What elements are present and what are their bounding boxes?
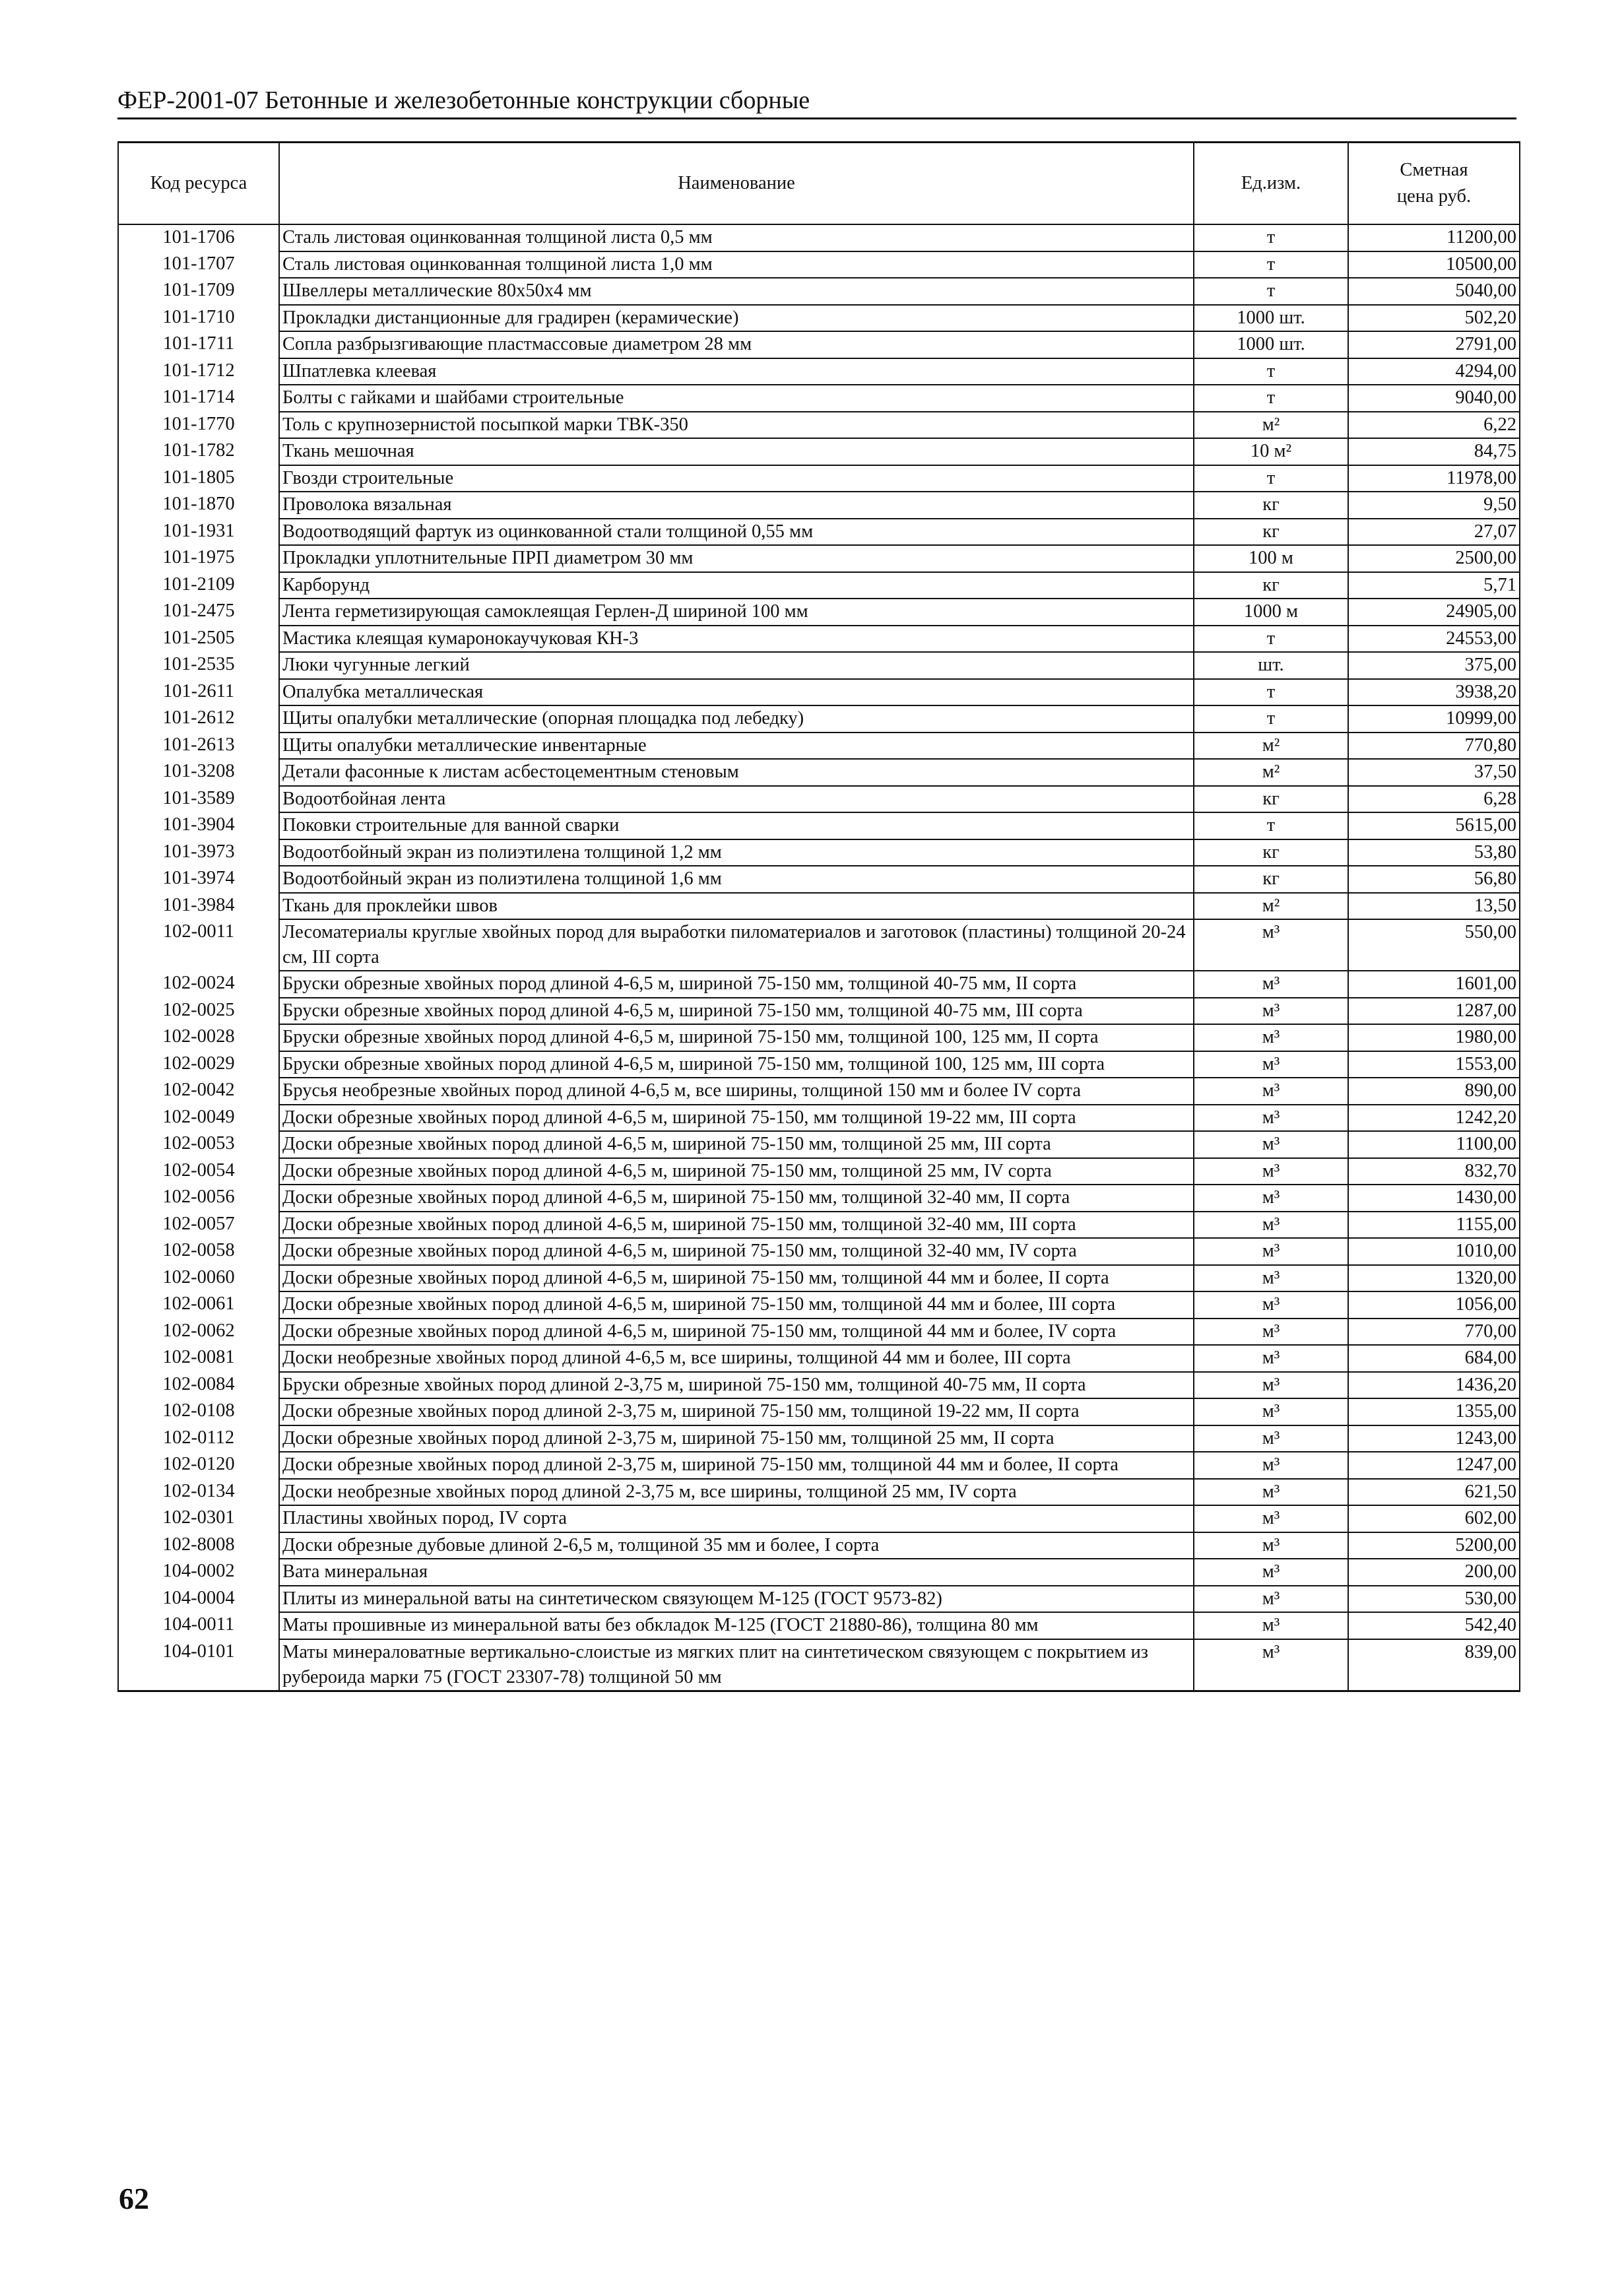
table-row [118,998,1520,1025]
resource-unit: м³ [1194,1425,1348,1452]
table-row [118,733,1520,760]
table-row [118,465,1520,492]
table-row [118,1505,1520,1532]
table-row [118,626,1520,653]
table-row [118,1024,1520,1051]
resource-name: Доски необрезные хвойных пород длиной 4-6,5 м, все ширины, толщиной 44 мм и более, III сорта [279,1345,1194,1372]
resource-unit: м³ [1194,1319,1348,1346]
resource-code: 104-0002 [118,1559,279,1586]
resource-unit: кг [1194,572,1348,599]
resource-name: Щиты опалубки металлические (опорная площадка под лебедку) [279,705,1194,733]
resource-price: 5615,00 [1348,812,1520,839]
resource-unit: т [1194,358,1348,385]
resource-price: 1010,00 [1348,1238,1520,1265]
resource-price: 602,00 [1348,1505,1520,1532]
resource-unit: шт. [1194,652,1348,679]
resource-unit: м³ [1194,1078,1348,1105]
table-row [118,919,1520,971]
resource-code: 101-3984 [118,893,279,920]
resource-unit: м³ [1194,1612,1348,1639]
resource-unit: т [1194,626,1348,653]
resource-price: 621,50 [1348,1479,1520,1506]
resource-unit: м³ [1194,1158,1348,1185]
resource-code: 101-1706 [118,224,279,251]
resource-code: 102-0062 [118,1319,279,1346]
resource-price: 684,00 [1348,1345,1520,1372]
resource-name: Плиты из минеральной ваты на синтетическом связующем М-125 (ГОСТ 9573-82) [279,1586,1194,1613]
table-row [118,331,1520,358]
table-row [118,679,1520,706]
resource-price: 27,07 [1348,519,1520,546]
table-row [118,385,1520,412]
resource-unit: кг [1194,786,1348,813]
resource-price: 1601,00 [1348,971,1520,998]
resource-code: 101-2611 [118,679,279,706]
resource-code: 102-0120 [118,1452,279,1479]
resource-price: 1247,00 [1348,1452,1520,1479]
table-body [118,224,1520,1691]
resource-price: 1430,00 [1348,1185,1520,1212]
resource-unit: т [1194,385,1348,412]
resource-name: Маты минераловатные вертикально-слоистые из мягких плит на синтетическом связующем с покрытием из рубероида марки 75 (ГОСТ 23307-78) толщиной 50 мм [279,1639,1194,1691]
resource-price: 10999,00 [1348,705,1520,733]
resource-unit: 1000 шт. [1194,305,1348,332]
resource-price-table [117,141,1520,1692]
resource-unit: м³ [1194,1185,1348,1212]
resource-price: 1320,00 [1348,1265,1520,1292]
table-row [118,652,1520,679]
resource-name: Бруски обрезные хвойных пород длиной 4-6,5 м, шириной 75-150 мм, толщиной 40-75 мм, II сорта [279,971,1194,998]
table-row [118,1425,1520,1452]
resource-price: 200,00 [1348,1559,1520,1586]
resource-price: 890,00 [1348,1078,1520,1105]
resource-name: Бруски обрезные хвойных пород длиной 4-6,5 м, шириной 75-150 мм, толщиной 100, 125 мм, II сорта [279,1024,1194,1051]
resource-price: 37,50 [1348,759,1520,786]
resource-name: Шпатлевка клеевая [279,358,1194,385]
resource-price: 84,75 [1348,438,1520,465]
table-row [118,1265,1520,1292]
resource-code: 101-1975 [118,545,279,572]
page-number: 62 [119,2182,149,2215]
resource-price: 832,70 [1348,1158,1520,1185]
resource-unit: м³ [1194,1398,1348,1425]
resource-unit: м² [1194,893,1348,920]
table-row [118,1051,1520,1078]
table-row [118,599,1520,626]
resource-name: Мастика клеящая кумаронокаучуковая КН-3 [279,626,1194,653]
resource-code: 104-0101 [118,1639,279,1691]
table-row [118,1212,1520,1239]
resource-unit: м³ [1194,1105,1348,1132]
resource-code: 102-0108 [118,1398,279,1425]
resource-code: 101-1805 [118,465,279,492]
resource-code: 101-3589 [118,786,279,813]
resource-name: Поковки строительные для ванной сварки [279,812,1194,839]
resource-price: 375,00 [1348,652,1520,679]
resource-name: Доски обрезные хвойных пород длиной 4-6,5 м, шириной 75-150 мм, толщиной 32-40 мм, IV сорта [279,1238,1194,1265]
resource-price: 11978,00 [1348,465,1520,492]
resource-unit: м³ [1194,919,1348,971]
resource-code: 101-2505 [118,626,279,653]
resource-name: Доски обрезные хвойных пород длиной 4-6,5 м, шириной 75-150 мм, толщиной 25 мм, IV сорта [279,1158,1194,1185]
resource-unit: кг [1194,839,1348,866]
table-row [118,1131,1520,1158]
resource-code: 101-1707 [118,251,279,278]
resource-code: 102-0084 [118,1372,279,1399]
resource-name: Доски обрезные хвойных пород длиной 2-3,75 м, шириной 75-150 мм, толщиной 25 мм, II сорта [279,1425,1194,1452]
resource-unit: м² [1194,759,1348,786]
column-header-code: Код ресурса [118,143,279,225]
resource-name: Доски обрезные хвойных пород длиной 4-6,5 м, шириной 75-150, мм толщиной 19-22 мм, III сорта [279,1105,1194,1132]
resource-unit: м³ [1194,1291,1348,1319]
resource-unit: кг [1194,866,1348,893]
resource-unit: м³ [1194,1024,1348,1051]
resource-name: Детали фасонные к листам асбестоцементным стеновым [279,759,1194,786]
resource-code: 102-0112 [118,1425,279,1452]
resource-price: 1056,00 [1348,1291,1520,1319]
resource-code: 101-1870 [118,492,279,519]
resource-unit: м³ [1194,1238,1348,1265]
table-row [118,1319,1520,1346]
resource-unit: м³ [1194,1131,1348,1158]
resource-unit: м² [1194,733,1348,760]
table-row [118,971,1520,998]
resource-code: 102-0024 [118,971,279,998]
resource-name: Доски обрезные хвойных пород длиной 4-6,5 м, шириной 75-150 мм, толщиной 44 мм и более, II сорта [279,1265,1194,1292]
resource-price: 5200,00 [1348,1532,1520,1559]
resource-name: Доски обрезные хвойных пород длиной 4-6,5 м, шириной 75-150 мм, толщиной 25 мм, III сорта [279,1131,1194,1158]
table-row [118,1612,1520,1639]
resource-name: Брусья необрезные хвойных пород длиной 4-6,5 м, все ширины, толщиной 150 мм и более IV сорта [279,1078,1194,1105]
table-row [118,812,1520,839]
resource-code: 102-0028 [118,1024,279,1051]
resource-code: 104-0011 [118,1612,279,1639]
resource-name: Ткань мешочная [279,438,1194,465]
resource-unit: м³ [1194,1505,1348,1532]
table-row [118,705,1520,733]
resource-name: Прокладки дистанционные для градирен (керамические) [279,305,1194,332]
resource-unit: 1000 м [1194,599,1348,626]
resource-name: Лента герметизирующая самоклеящая Герлен-Д шириной 100 мм [279,599,1194,626]
resource-price: 5040,00 [1348,278,1520,305]
resource-unit: м³ [1194,1372,1348,1399]
resource-unit: м³ [1194,1639,1348,1691]
resource-unit: т [1194,224,1348,251]
resource-name: Водоотбойный экран из полиэтилена толщиной 1,6 мм [279,866,1194,893]
resource-unit: т [1194,251,1348,278]
resource-code: 101-1711 [118,331,279,358]
resource-price: 3938,20 [1348,679,1520,706]
resource-unit: т [1194,278,1348,305]
resource-name: Лесоматериалы круглые хвойных пород для выработки пиломатериалов и заготовок (пластины) толщиной 20-24 см, III сорта [279,919,1194,971]
resource-price: 770,00 [1348,1319,1520,1346]
resource-code: 102-0053 [118,1131,279,1158]
resource-code: 101-1709 [118,278,279,305]
resource-unit: м³ [1194,1586,1348,1613]
table-row [118,251,1520,278]
table-row [118,1586,1520,1613]
resource-name: Доски обрезные хвойных пород длиной 2-3,75 м, шириной 75-150 мм, толщиной 19-22 мм, II сорта [279,1398,1194,1425]
resource-name: Водоотводящий фартук из оцинкованной стали толщиной 0,55 мм [279,519,1194,546]
table-row [118,1185,1520,1212]
resource-price: 1242,20 [1348,1105,1520,1132]
resource-code: 101-1931 [118,519,279,546]
resource-code: 101-1712 [118,358,279,385]
resource-code: 102-0134 [118,1479,279,1506]
table-row [118,358,1520,385]
resource-code: 101-2535 [118,652,279,679]
resource-name: Доски обрезные хвойных пород длиной 4-6,5 м, шириной 75-150 мм, толщиной 44 мм и более, III сорта [279,1291,1194,1319]
resource-name: Доски обрезные дубовые длиной 2-6,5 м, толщиной 35 мм и более, I сорта [279,1532,1194,1559]
resource-code: 101-2475 [118,599,279,626]
table-row [118,492,1520,519]
resource-price: 1100,00 [1348,1131,1520,1158]
page-header [117,84,1516,119]
resource-price: 1243,00 [1348,1425,1520,1452]
table-row [118,519,1520,546]
resource-unit: м³ [1194,1265,1348,1292]
resource-code: 102-0011 [118,919,279,971]
resource-price: 839,00 [1348,1639,1520,1691]
resource-code: 101-3904 [118,812,279,839]
resource-unit: т [1194,812,1348,839]
resource-code: 104-0004 [118,1586,279,1613]
resource-unit: 1000 шт. [1194,331,1348,358]
resource-code: 102-0025 [118,998,279,1025]
resource-name: Доски обрезные хвойных пород длиной 4-6,5 м, шириной 75-150 мм, толщиной 32-40 мм, II сорта [279,1185,1194,1212]
resource-name: Бруски обрезные хвойных пород длиной 4-6,5 м, шириной 75-150 мм, толщиной 40-75 мм, III сорта [279,998,1194,1025]
resource-name: Люки чугунные легкий [279,652,1194,679]
resource-name: Сталь листовая оцинкованная толщиной листа 1,0 мм [279,251,1194,278]
resource-unit: м³ [1194,1559,1348,1586]
resource-name: Бруски обрезные хвойных пород длиной 2-3,75 м, шириной 75-150 мм, толщиной 40-75 мм, II сорта [279,1372,1194,1399]
table-row [118,1532,1520,1559]
table-row [118,278,1520,305]
resource-price: 4294,00 [1348,358,1520,385]
resource-name: Доски обрезные хвойных пород длиной 4-6,5 м, шириной 75-150 мм, толщиной 32-40 мм, III сорта [279,1212,1194,1239]
resource-name: Толь с крупнозернистой посыпкой марки ТВК-350 [279,412,1194,439]
table-row [118,786,1520,813]
table-row [118,412,1520,439]
resource-code: 101-1710 [118,305,279,332]
resource-name: Гвозди строительные [279,465,1194,492]
resource-price: 9,50 [1348,492,1520,519]
resource-name: Бруски обрезные хвойных пород длиной 4-6,5 м, шириной 75-150 мм, толщиной 100, 125 мм, III сорта [279,1051,1194,1078]
table-row [118,1345,1520,1372]
resource-unit: м² [1194,412,1348,439]
resource-price: 1287,00 [1348,998,1520,1025]
resource-code: 101-2613 [118,733,279,760]
table-row [118,1105,1520,1132]
table-row [118,1372,1520,1399]
resource-price: 1436,20 [1348,1372,1520,1399]
table-row [118,893,1520,920]
resource-price: 502,20 [1348,305,1520,332]
resource-code: 102-0061 [118,1291,279,1319]
resource-price: 11200,00 [1348,224,1520,251]
resource-code: 102-8008 [118,1532,279,1559]
resource-name: Доски обрезные хвойных пород длиной 2-3,75 м, шириной 75-150 мм, толщиной 44 мм и более, II сорта [279,1452,1194,1479]
resource-code: 102-0054 [118,1158,279,1185]
resource-unit: м³ [1194,1532,1348,1559]
resource-price: 53,80 [1348,839,1520,866]
column-header-price: Сметная цена руб. [1348,143,1520,225]
resource-code: 101-1782 [118,438,279,465]
resource-price: 1980,00 [1348,1024,1520,1051]
resource-code: 102-0049 [118,1105,279,1132]
resource-code: 101-1770 [118,412,279,439]
resource-name: Проволока вязальная [279,492,1194,519]
table-row [118,1479,1520,1506]
table-row [118,305,1520,332]
resource-name: Болты с гайками и шайбами строительные [279,385,1194,412]
resource-price: 6,28 [1348,786,1520,813]
resource-price: 9040,00 [1348,385,1520,412]
resource-name: Вата минеральная [279,1559,1194,1586]
table-row [118,759,1520,786]
resource-price: 24553,00 [1348,626,1520,653]
resource-price: 1553,00 [1348,1051,1520,1078]
resource-name: Пластины хвойных пород, IV сорта [279,1505,1194,1532]
table-row [118,1639,1520,1691]
resource-name: Прокладки уплотнительные ПРП диаметром 30 мм [279,545,1194,572]
resource-unit: м³ [1194,998,1348,1025]
resource-code: 102-0056 [118,1185,279,1212]
document-title: ФЕР-2001-07 Бетонные и железобетонные конструкции сборные [117,86,810,114]
resource-code: 101-1714 [118,385,279,412]
resource-unit: т [1194,705,1348,733]
resource-unit: 100 м [1194,545,1348,572]
table-row [118,545,1520,572]
resource-unit: м³ [1194,971,1348,998]
resource-name: Маты прошивные из минеральной ваты без обкладок М-125 (ГОСТ 21880-86), толщина 80 мм [279,1612,1194,1639]
resource-price: 6,22 [1348,412,1520,439]
table-row [118,1078,1520,1105]
resource-code: 101-3208 [118,759,279,786]
resource-code: 101-3973 [118,839,279,866]
resource-code: 101-2612 [118,705,279,733]
table-row [118,438,1520,465]
resource-unit: м³ [1194,1452,1348,1479]
resource-code: 102-0081 [118,1345,279,1372]
resource-unit: м³ [1194,1479,1348,1506]
resource-name: Водоотбойный экран из полиэтилена толщиной 1,2 мм [279,839,1194,866]
resource-code: 102-0060 [118,1265,279,1292]
resource-price: 530,00 [1348,1586,1520,1613]
resource-price: 770,80 [1348,733,1520,760]
resource-name: Сопла разбрызгивающие пластмассовые диаметром 28 мм [279,331,1194,358]
table-row [118,224,1520,251]
resource-name: Доски необрезные хвойных пород длиной 2-3,75 м, все ширины, толщиной 25 мм, IV сорта [279,1479,1194,1506]
column-header-unit: Ед.изм. [1194,143,1348,225]
resource-price: 5,71 [1348,572,1520,599]
resource-price: 2500,00 [1348,545,1520,572]
table-row [118,1398,1520,1425]
resource-unit: 10 м² [1194,438,1348,465]
resource-name: Доски обрезные хвойных пород длиной 4-6,5 м, шириной 75-150 мм, толщиной 44 мм и более, IV сорта [279,1319,1194,1346]
resource-price: 550,00 [1348,919,1520,971]
table-row [118,572,1520,599]
table-row [118,1559,1520,1586]
resource-price: 10500,00 [1348,251,1520,278]
resource-name: Швеллеры металлические 80х50х4 мм [279,278,1194,305]
table-row [118,1238,1520,1265]
resource-price: 24905,00 [1348,599,1520,626]
table-row [118,839,1520,866]
table-row [118,1291,1520,1319]
resource-code: 101-3974 [118,866,279,893]
resource-code: 102-0029 [118,1051,279,1078]
resource-unit: т [1194,679,1348,706]
table-row [118,1158,1520,1185]
resource-name: Карборунд [279,572,1194,599]
resource-name: Опалубка металлическая [279,679,1194,706]
resource-unit: м³ [1194,1051,1348,1078]
column-header-name: Наименование [279,143,1194,225]
table-row [118,866,1520,893]
resource-code: 102-0042 [118,1078,279,1105]
resource-code: 102-0058 [118,1238,279,1265]
resource-name: Сталь листовая оцинкованная толщиной листа 0,5 мм [279,224,1194,251]
resource-code: 102-0301 [118,1505,279,1532]
resource-price: 2791,00 [1348,331,1520,358]
resource-unit: т [1194,465,1348,492]
resource-price: 1355,00 [1348,1398,1520,1425]
resource-price: 542,40 [1348,1612,1520,1639]
resource-unit: м³ [1194,1345,1348,1372]
resource-price: 1155,00 [1348,1212,1520,1239]
resource-name: Водоотбойная лента [279,786,1194,813]
table-row [118,1452,1520,1479]
resource-unit: кг [1194,492,1348,519]
resource-code: 102-0057 [118,1212,279,1239]
resource-price: 13,50 [1348,893,1520,920]
resource-unit: кг [1194,519,1348,546]
resource-unit: м³ [1194,1212,1348,1239]
resource-code: 101-2109 [118,572,279,599]
resource-price: 56,80 [1348,866,1520,893]
table-header-row [118,143,1520,225]
resource-name: Ткань для проклейки швов [279,893,1194,920]
resource-name: Щиты опалубки металлические инвентарные [279,733,1194,760]
